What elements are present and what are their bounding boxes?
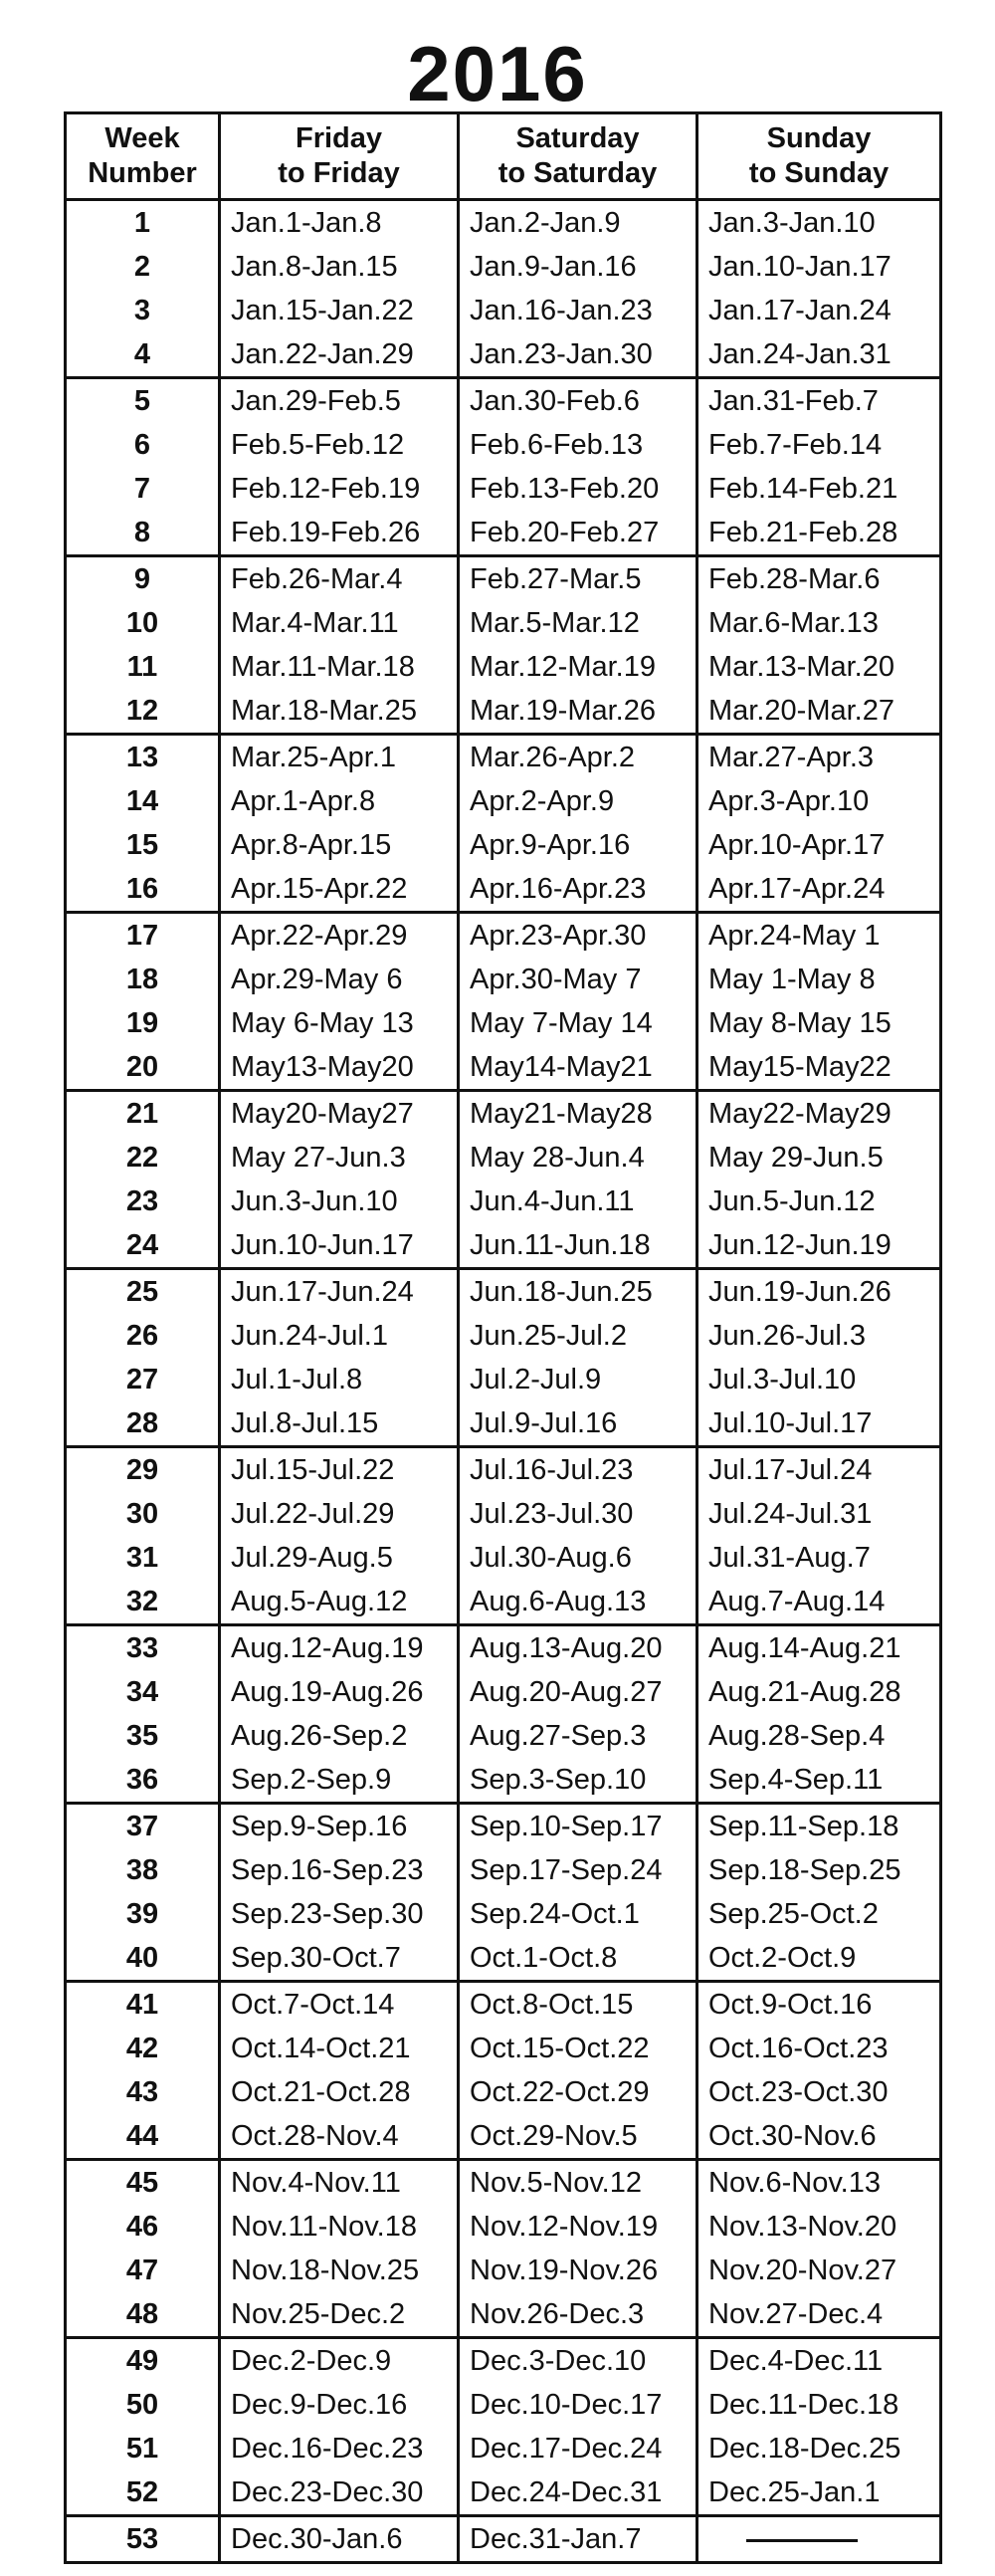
- week-number-cell: 36: [66, 1758, 220, 1804]
- saturday-range-cell: Sep.10-Sep.17: [459, 1804, 697, 1849]
- saturday-range-cell: Apr.16-Apr.23: [459, 867, 697, 913]
- week-number-cell: 12: [66, 689, 220, 735]
- sunday-range-cell: Sep.25-Oct.2: [697, 1892, 941, 1936]
- table-row: [66, 645, 941, 689]
- table-row: [66, 1580, 941, 1625]
- friday-range-cell: Oct.21-Oct.28: [220, 2070, 459, 2114]
- sunday-range-cell: Nov.20-Nov.27: [697, 2249, 941, 2292]
- table-row: [66, 1492, 941, 1536]
- table-row: [66, 1045, 941, 1091]
- saturday-range-cell: Feb.20-Feb.27: [459, 511, 697, 556]
- friday-range-cell: Dec.9-Dec.16: [220, 2383, 459, 2427]
- saturday-range-cell: Oct.1-Oct.8: [459, 1936, 697, 1982]
- saturday-range-cell: Oct.29-Nov.5: [459, 2114, 697, 2160]
- week-number-cell: 6: [66, 423, 220, 467]
- table-row: [66, 1892, 941, 1936]
- sunday-range-cell: Dec.18-Dec.25: [697, 2427, 941, 2470]
- week-number-cell: 35: [66, 1714, 220, 1758]
- sunday-range-cell: May 29-Jun.5: [697, 1136, 941, 1180]
- saturday-range-cell: Apr.30-May 7: [459, 958, 697, 1001]
- week-number-cell: 49: [66, 2338, 220, 2384]
- saturday-range-cell: Sep.17-Sep.24: [459, 1848, 697, 1892]
- sunday-range-cell: Nov.27-Dec.4: [697, 2292, 941, 2338]
- sunday-range-cell: Feb.14-Feb.21: [697, 467, 941, 511]
- friday-range-cell: Mar.18-Mar.25: [220, 689, 459, 735]
- saturday-range-cell: Jan.30-Feb.6: [459, 378, 697, 424]
- week-number-cell: 40: [66, 1936, 220, 1982]
- sunday-range-cell: Dec.11-Dec.18: [697, 2383, 941, 2427]
- sunday-range-cell: Oct.2-Oct.9: [697, 1936, 941, 1982]
- sunday-range-cell: [697, 2516, 941, 2563]
- saturday-range-cell: Nov.26-Dec.3: [459, 2292, 697, 2338]
- table-row: [66, 511, 941, 556]
- table-row: [66, 2470, 941, 2516]
- week-number-cell: 23: [66, 1180, 220, 1223]
- sunday-range-cell: Oct.16-Oct.23: [697, 2027, 941, 2070]
- table-row: [66, 2114, 941, 2160]
- table-row: [66, 1714, 941, 1758]
- table-row: [66, 823, 941, 867]
- sunday-range-cell: Oct.30-Nov.6: [697, 2114, 941, 2160]
- table-row: [66, 735, 941, 780]
- saturday-range-cell: Jun.4-Jun.11: [459, 1180, 697, 1223]
- friday-range-cell: Oct.28-Nov.4: [220, 2114, 459, 2160]
- friday-range-cell: Mar.25-Apr.1: [220, 735, 459, 780]
- friday-range-cell: Dec.2-Dec.9: [220, 2338, 459, 2384]
- saturday-range-cell: Apr.9-Apr.16: [459, 823, 697, 867]
- header-friday: [220, 113, 459, 200]
- saturday-range-cell: Jul.2-Jul.9: [459, 1358, 697, 1401]
- week-number-cell: 47: [66, 2249, 220, 2292]
- friday-range-cell: Apr.15-Apr.22: [220, 867, 459, 913]
- sunday-range-cell: Aug.21-Aug.28: [697, 1670, 941, 1714]
- saturday-range-cell: Apr.23-Apr.30: [459, 913, 697, 959]
- sunday-range-cell: Dec.25-Jan.1: [697, 2470, 941, 2516]
- week-number-cell: 34: [66, 1670, 220, 1714]
- week-number-cell: 11: [66, 645, 220, 689]
- friday-range-cell: Feb.12-Feb.19: [220, 467, 459, 511]
- sunday-range-cell: Jan.24-Jan.31: [697, 332, 941, 378]
- week-number-cell: 5: [66, 378, 220, 424]
- sunday-range-cell: Jan.3-Jan.10: [697, 200, 941, 246]
- friday-range-cell: Sep.30-Oct.7: [220, 1936, 459, 1982]
- week-number-cell: 21: [66, 1091, 220, 1137]
- saturday-range-cell: Jan.9-Jan.16: [459, 245, 697, 289]
- friday-range-cell: Jan.8-Jan.15: [220, 245, 459, 289]
- saturday-range-cell: Jan.23-Jan.30: [459, 332, 697, 378]
- table-row: [66, 423, 941, 467]
- friday-range-cell: May20-May27: [220, 1091, 459, 1137]
- sunday-range-cell: Jul.3-Jul.10: [697, 1358, 941, 1401]
- friday-range-cell: Apr.29-May 6: [220, 958, 459, 1001]
- saturday-range-cell: Dec.24-Dec.31: [459, 2470, 697, 2516]
- week-number-cell: 28: [66, 1401, 220, 1447]
- friday-range-cell: Jul.1-Jul.8: [220, 1358, 459, 1401]
- table-row: [66, 1536, 941, 1580]
- friday-range-cell: Jan.1-Jan.8: [220, 200, 459, 246]
- table-row: [66, 1982, 941, 2028]
- week-number-cell: 24: [66, 1223, 220, 1269]
- friday-range-cell: Mar.4-Mar.11: [220, 601, 459, 645]
- friday-range-cell: May13-May20: [220, 1045, 459, 1091]
- friday-range-cell: Aug.5-Aug.12: [220, 1580, 459, 1625]
- week-number-cell: 4: [66, 332, 220, 378]
- table-row: [66, 1358, 941, 1401]
- saturday-range-cell: Sep.3-Sep.10: [459, 1758, 697, 1804]
- week-number-cell: 32: [66, 1580, 220, 1625]
- week-rows: [66, 200, 941, 2563]
- table-row: [66, 1269, 941, 1315]
- saturday-range-cell: Dec.31-Jan.7: [459, 2516, 697, 2563]
- sunday-range-cell: Sep.18-Sep.25: [697, 1848, 941, 1892]
- sunday-range-cell: Sep.4-Sep.11: [697, 1758, 941, 1804]
- week-number-cell: 1: [66, 200, 220, 246]
- table-row: [66, 1180, 941, 1223]
- sunday-range-cell: Apr.10-Apr.17: [697, 823, 941, 867]
- table-row: [66, 2205, 941, 2249]
- table-row: [66, 2427, 941, 2470]
- header-saturday: [459, 113, 697, 200]
- sunday-range-cell: Jul.24-Jul.31: [697, 1492, 941, 1536]
- sunday-range-cell: Jul.10-Jul.17: [697, 1401, 941, 1447]
- saturday-range-cell: Mar.19-Mar.26: [459, 689, 697, 735]
- table-row: [66, 958, 941, 1001]
- week-number-cell: 37: [66, 1804, 220, 1849]
- saturday-range-cell: Jul.9-Jul.16: [459, 1401, 697, 1447]
- week-number-cell: 20: [66, 1045, 220, 1091]
- week-table: [64, 111, 942, 2564]
- saturday-range-cell: Apr.2-Apr.9: [459, 779, 697, 823]
- week-number-cell: 30: [66, 1492, 220, 1536]
- week-number-cell: 38: [66, 1848, 220, 1892]
- week-number-cell: 50: [66, 2383, 220, 2427]
- week-number-cell: 18: [66, 958, 220, 1001]
- table-row: [66, 1223, 941, 1269]
- table-row: [66, 2070, 941, 2114]
- table-row: [66, 378, 941, 424]
- sunday-range-cell: Apr.3-Apr.10: [697, 779, 941, 823]
- week-number-cell: 41: [66, 1982, 220, 2028]
- sunday-range-cell: Jul.17-Jul.24: [697, 1447, 941, 1493]
- saturday-range-cell: Dec.10-Dec.17: [459, 2383, 697, 2427]
- sunday-range-cell: May 8-May 15: [697, 1001, 941, 1045]
- table-row: [66, 689, 941, 735]
- table-row: [66, 1001, 941, 1045]
- saturday-range-cell: May 7-May 14: [459, 1001, 697, 1045]
- saturday-range-cell: Nov.5-Nov.12: [459, 2160, 697, 2206]
- saturday-range-cell: May 28-Jun.4: [459, 1136, 697, 1180]
- friday-range-cell: Aug.19-Aug.26: [220, 1670, 459, 1714]
- sunday-range-cell: Apr.24-May 1: [697, 913, 941, 959]
- header-saturday-line1: Saturday: [515, 122, 640, 154]
- week-number-cell: 44: [66, 2114, 220, 2160]
- sunday-range-cell: Mar.6-Mar.13: [697, 601, 941, 645]
- sunday-range-cell: Mar.20-Mar.27: [697, 689, 941, 735]
- friday-range-cell: Apr.1-Apr.8: [220, 779, 459, 823]
- friday-range-cell: Mar.11-Mar.18: [220, 645, 459, 689]
- saturday-range-cell: Mar.12-Mar.19: [459, 645, 697, 689]
- table-row: [66, 556, 941, 602]
- friday-range-cell: Aug.26-Sep.2: [220, 1714, 459, 1758]
- sunday-range-cell: May15-May22: [697, 1045, 941, 1091]
- header-sunday-line2: to Sunday: [748, 157, 890, 189]
- friday-range-cell: Sep.16-Sep.23: [220, 1848, 459, 1892]
- week-number-cell: 29: [66, 1447, 220, 1493]
- table-row: [66, 332, 941, 378]
- friday-range-cell: Feb.5-Feb.12: [220, 423, 459, 467]
- week-number-cell: 9: [66, 556, 220, 602]
- week-number-cell: 19: [66, 1001, 220, 1045]
- sunday-range-cell: Oct.23-Oct.30: [697, 2070, 941, 2114]
- table-row: [66, 2516, 941, 2563]
- friday-range-cell: Jun.24-Jul.1: [220, 1314, 459, 1358]
- header-sunday-line1: Sunday: [766, 122, 872, 154]
- header-week-line1: Week: [104, 122, 180, 154]
- table-row: [66, 200, 941, 246]
- table-row: [66, 1314, 941, 1358]
- friday-range-cell: Nov.11-Nov.18: [220, 2205, 459, 2249]
- header-friday-line2: to Friday: [278, 157, 400, 189]
- saturday-range-cell: Dec.3-Dec.10: [459, 2338, 697, 2384]
- sunday-range-cell: Mar.13-Mar.20: [697, 645, 941, 689]
- sunday-range-cell: May 1-May 8: [697, 958, 941, 1001]
- week-number-cell: 14: [66, 779, 220, 823]
- saturday-range-cell: Jun.11-Jun.18: [459, 1223, 697, 1269]
- friday-range-cell: Dec.16-Dec.23: [220, 2427, 459, 2470]
- week-number-cell: 17: [66, 913, 220, 959]
- sunday-range-cell: Feb.28-Mar.6: [697, 556, 941, 602]
- table-row: [66, 1804, 941, 1849]
- friday-range-cell: Apr.22-Apr.29: [220, 913, 459, 959]
- table-row: [66, 867, 941, 913]
- saturday-range-cell: Jan.2-Jan.9: [459, 200, 697, 246]
- week-number-cell: 46: [66, 2205, 220, 2249]
- saturday-range-cell: Dec.17-Dec.24: [459, 2427, 697, 2470]
- table-row: [66, 1848, 941, 1892]
- saturday-range-cell: Sep.24-Oct.1: [459, 1892, 697, 1936]
- saturday-range-cell: Feb.27-Mar.5: [459, 556, 697, 602]
- table-row: [66, 2292, 941, 2338]
- week-number-cell: 53: [66, 2516, 220, 2563]
- sunday-range-cell: Jan.17-Jan.24: [697, 289, 941, 332]
- saturday-range-cell: Oct.22-Oct.29: [459, 2070, 697, 2114]
- table-row: [66, 289, 941, 332]
- header-week-number: [66, 113, 220, 200]
- table-row: [66, 467, 941, 511]
- friday-range-cell: Oct.14-Oct.21: [220, 2027, 459, 2070]
- saturday-range-cell: May21-May28: [459, 1091, 697, 1137]
- sunday-range-cell: Nov.6-Nov.13: [697, 2160, 941, 2206]
- friday-range-cell: Jan.22-Jan.29: [220, 332, 459, 378]
- sunday-range-cell: Apr.17-Apr.24: [697, 867, 941, 913]
- header-friday-line1: Friday: [295, 122, 383, 154]
- table-row: [66, 245, 941, 289]
- sunday-range-cell: Oct.9-Oct.16: [697, 1982, 941, 2028]
- friday-range-cell: Jan.15-Jan.22: [220, 289, 459, 332]
- week-number-cell: 48: [66, 2292, 220, 2338]
- saturday-range-cell: Jul.16-Jul.23: [459, 1447, 697, 1493]
- week-number-cell: 45: [66, 2160, 220, 2206]
- saturday-range-cell: Jun.18-Jun.25: [459, 1269, 697, 1315]
- friday-range-cell: Feb.19-Feb.26: [220, 511, 459, 556]
- sunday-range-cell: Jan.31-Feb.7: [697, 378, 941, 424]
- friday-range-cell: Nov.18-Nov.25: [220, 2249, 459, 2292]
- table-row: [66, 2338, 941, 2384]
- friday-range-cell: Dec.30-Jan.6: [220, 2516, 459, 2563]
- table-row: [66, 779, 941, 823]
- friday-range-cell: Jul.15-Jul.22: [220, 1447, 459, 1493]
- saturday-range-cell: Nov.19-Nov.26: [459, 2249, 697, 2292]
- table-row: [66, 913, 941, 959]
- table-row: [66, 1136, 941, 1180]
- table-row: [66, 1758, 941, 1804]
- friday-range-cell: Dec.23-Dec.30: [220, 2470, 459, 2516]
- week-number-cell: 25: [66, 1269, 220, 1315]
- empty-dash: [746, 2539, 858, 2542]
- sunday-range-cell: Jan.10-Jan.17: [697, 245, 941, 289]
- header-sunday: [697, 113, 941, 200]
- week-number-cell: 39: [66, 1892, 220, 1936]
- saturday-range-cell: Feb.13-Feb.20: [459, 467, 697, 511]
- saturday-range-cell: Aug.13-Aug.20: [459, 1625, 697, 1671]
- friday-range-cell: Sep.9-Sep.16: [220, 1804, 459, 1849]
- friday-range-cell: Apr.8-Apr.15: [220, 823, 459, 867]
- week-number-cell: 31: [66, 1536, 220, 1580]
- week-number-cell: 27: [66, 1358, 220, 1401]
- week-number-cell: 8: [66, 511, 220, 556]
- week-number-cell: 15: [66, 823, 220, 867]
- friday-range-cell: Jun.17-Jun.24: [220, 1269, 459, 1315]
- week-number-cell: 42: [66, 2027, 220, 2070]
- sunday-range-cell: Sep.11-Sep.18: [697, 1804, 941, 1849]
- week-number-cell: 2: [66, 245, 220, 289]
- saturday-range-cell: May14-May21: [459, 1045, 697, 1091]
- saturday-range-cell: Jul.30-Aug.6: [459, 1536, 697, 1580]
- saturday-range-cell: Mar.26-Apr.2: [459, 735, 697, 780]
- sunday-range-cell: Aug.28-Sep.4: [697, 1714, 941, 1758]
- sunday-range-cell: Jun.26-Jul.3: [697, 1314, 941, 1358]
- saturday-range-cell: Nov.12-Nov.19: [459, 2205, 697, 2249]
- friday-range-cell: Jan.29-Feb.5: [220, 378, 459, 424]
- table-row: [66, 2383, 941, 2427]
- saturday-range-cell: Aug.27-Sep.3: [459, 1714, 697, 1758]
- sunday-range-cell: Jul.31-Aug.7: [697, 1536, 941, 1580]
- table-row: [66, 1670, 941, 1714]
- sunday-range-cell: Aug.7-Aug.14: [697, 1580, 941, 1625]
- sunday-range-cell: Mar.27-Apr.3: [697, 735, 941, 780]
- friday-range-cell: Oct.7-Oct.14: [220, 1982, 459, 2028]
- friday-range-cell: Nov.4-Nov.11: [220, 2160, 459, 2206]
- sunday-range-cell: Feb.21-Feb.28: [697, 511, 941, 556]
- sunday-range-cell: Jun.12-Jun.19: [697, 1223, 941, 1269]
- friday-range-cell: Jul.22-Jul.29: [220, 1492, 459, 1536]
- friday-range-cell: Aug.12-Aug.19: [220, 1625, 459, 1671]
- friday-range-cell: Jun.3-Jun.10: [220, 1180, 459, 1223]
- week-number-cell: 3: [66, 289, 220, 332]
- header-row: [66, 113, 941, 200]
- week-number-cell: 7: [66, 467, 220, 511]
- friday-range-cell: Nov.25-Dec.2: [220, 2292, 459, 2338]
- table-row: [66, 1447, 941, 1493]
- friday-range-cell: May 27-Jun.3: [220, 1136, 459, 1180]
- table-row: [66, 2027, 941, 2070]
- table-row: [66, 1091, 941, 1137]
- page-title: 2016: [407, 30, 588, 117]
- friday-range-cell: Jul.29-Aug.5: [220, 1536, 459, 1580]
- week-number-cell: 16: [66, 867, 220, 913]
- sunday-range-cell: Nov.13-Nov.20: [697, 2205, 941, 2249]
- week-number-cell: 10: [66, 601, 220, 645]
- week-number-cell: 26: [66, 1314, 220, 1358]
- saturday-range-cell: Oct.15-Oct.22: [459, 2027, 697, 2070]
- week-number-cell: 33: [66, 1625, 220, 1671]
- sunday-range-cell: Feb.7-Feb.14: [697, 423, 941, 467]
- table-row: [66, 1401, 941, 1447]
- saturday-range-cell: Feb.6-Feb.13: [459, 423, 697, 467]
- table-row: [66, 2160, 941, 2206]
- week-number-cell: 51: [66, 2427, 220, 2470]
- sunday-range-cell: Aug.14-Aug.21: [697, 1625, 941, 1671]
- header-saturday-line2: to Saturday: [498, 157, 658, 189]
- saturday-range-cell: Aug.20-Aug.27: [459, 1670, 697, 1714]
- table-row: [66, 1625, 941, 1671]
- saturday-range-cell: Mar.5-Mar.12: [459, 601, 697, 645]
- header-week-line2: Number: [88, 157, 197, 189]
- friday-range-cell: May 6-May 13: [220, 1001, 459, 1045]
- friday-range-cell: Jun.10-Jun.17: [220, 1223, 459, 1269]
- table-row: [66, 1936, 941, 1982]
- sunday-range-cell: Dec.4-Dec.11: [697, 2338, 941, 2384]
- saturday-range-cell: Jun.25-Jul.2: [459, 1314, 697, 1358]
- sunday-range-cell: Jun.5-Jun.12: [697, 1180, 941, 1223]
- saturday-range-cell: Jan.16-Jan.23: [459, 289, 697, 332]
- friday-range-cell: Feb.26-Mar.4: [220, 556, 459, 602]
- friday-range-cell: Sep.23-Sep.30: [220, 1892, 459, 1936]
- saturday-range-cell: Oct.8-Oct.15: [459, 1982, 697, 2028]
- saturday-range-cell: Aug.6-Aug.13: [459, 1580, 697, 1625]
- friday-range-cell: Jul.8-Jul.15: [220, 1401, 459, 1447]
- week-number-cell: 52: [66, 2470, 220, 2516]
- sunday-range-cell: May22-May29: [697, 1091, 941, 1137]
- week-number-cell: 13: [66, 735, 220, 780]
- table-row: [66, 601, 941, 645]
- week-number-cell: 43: [66, 2070, 220, 2114]
- week-number-cell: 22: [66, 1136, 220, 1180]
- sunday-range-cell: Jun.19-Jun.26: [697, 1269, 941, 1315]
- saturday-range-cell: Jul.23-Jul.30: [459, 1492, 697, 1536]
- table-row: [66, 2249, 941, 2292]
- friday-range-cell: Sep.2-Sep.9: [220, 1758, 459, 1804]
